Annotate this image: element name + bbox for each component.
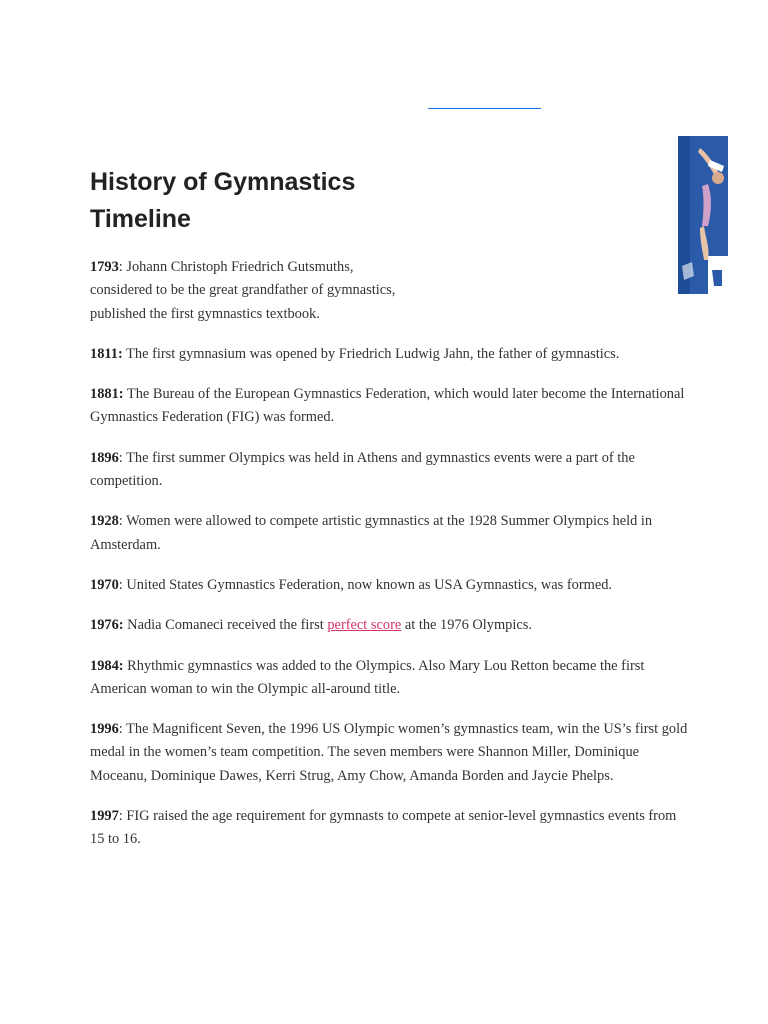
entry-text: at the 1976 Olympics. <box>401 617 532 634</box>
timeline-entry <box>90 655 690 702</box>
timeline-entry <box>90 510 690 557</box>
entry-separator: : <box>118 576 123 593</box>
entry-year: 1896 <box>90 449 119 466</box>
entry-text: Rhythmic gymnastics was added to the Olympics. Also Mary Lou Retton became the first American woman to win the Olympic all-around title. <box>90 657 645 697</box>
entry-text: Women were allowed to compete artistic gymnastics at the 1928 Summer Olympics held in Amsterdam. <box>90 513 653 553</box>
entry-separator: : <box>118 449 123 466</box>
entry-year: 1811: <box>90 345 123 362</box>
title-line-1: History of Gymnastics <box>90 168 356 196</box>
entry-text: Nadia Comaneci received the first <box>123 617 328 634</box>
top-link-underline[interactable] <box>428 108 541 109</box>
timeline-entry <box>90 383 690 430</box>
entry-year: 1970 <box>90 576 119 593</box>
entry-line: Johann Christoph Friedrich Gutsmuths, <box>126 259 354 275</box>
entry-line: considered to be the great grandfather of gymnastics, <box>90 282 396 299</box>
entry-separator: : <box>118 259 123 275</box>
timeline-entry <box>90 343 690 366</box>
entry-year: 1928 <box>90 513 119 530</box>
entry-year: 1997 <box>90 808 119 825</box>
entry-separator: : <box>118 513 123 530</box>
page-title <box>90 164 355 238</box>
timeline-entry <box>90 805 690 852</box>
entry-text: The first summer Olympics was held in Athens and gymnastics events were a part of the competition. <box>90 449 635 490</box>
entry-text: The first gymnasium was opened by Friedrich Ludwig Jahn, the father of gymnastics. <box>122 345 620 362</box>
entry-year: 1793 <box>90 259 119 275</box>
entry-year: 1881: <box>90 386 124 403</box>
timeline-entry <box>90 614 690 637</box>
entry-separator: : <box>118 721 123 738</box>
entry-year: 1984: <box>90 657 124 674</box>
entry-line: published the first gymnastics textbook. <box>90 305 320 322</box>
perfect-score-link[interactable]: perfect score <box>327 617 402 634</box>
entry-separator: : <box>118 808 123 825</box>
entry-text: The Magnificent Seven, the 1996 US Olympic women’s gymnastics team, win the US’s first gold medal in the women’s team competition. The seven members were Shannon Miller, Dominique Moceanu, Dominique Dawes, Kerri Strug, Amy Chow, Amanda Borden and Jaycie Phelps. <box>90 721 688 784</box>
timeline-entry <box>90 256 690 326</box>
timeline <box>90 256 690 869</box>
timeline-entry <box>90 574 690 597</box>
timeline-entry <box>90 718 690 788</box>
entry-text: FIG raised the age requirement for gymnasts to compete at senior-level gymnastics events from 15 to 16. <box>90 808 677 848</box>
timeline-entry <box>90 447 690 494</box>
entry-text: United States Gymnastics Federation, now known as USA Gymnastics, was formed. <box>122 576 612 593</box>
entry-year: 1996 <box>90 721 119 738</box>
title-line-2: Timeline <box>90 205 191 233</box>
entry-text: The Bureau of the European Gymnastics Federation, which would later become the International Gymnastics Federation (FIG) was formed. <box>90 386 685 426</box>
entry-year: 1976: <box>90 617 124 634</box>
